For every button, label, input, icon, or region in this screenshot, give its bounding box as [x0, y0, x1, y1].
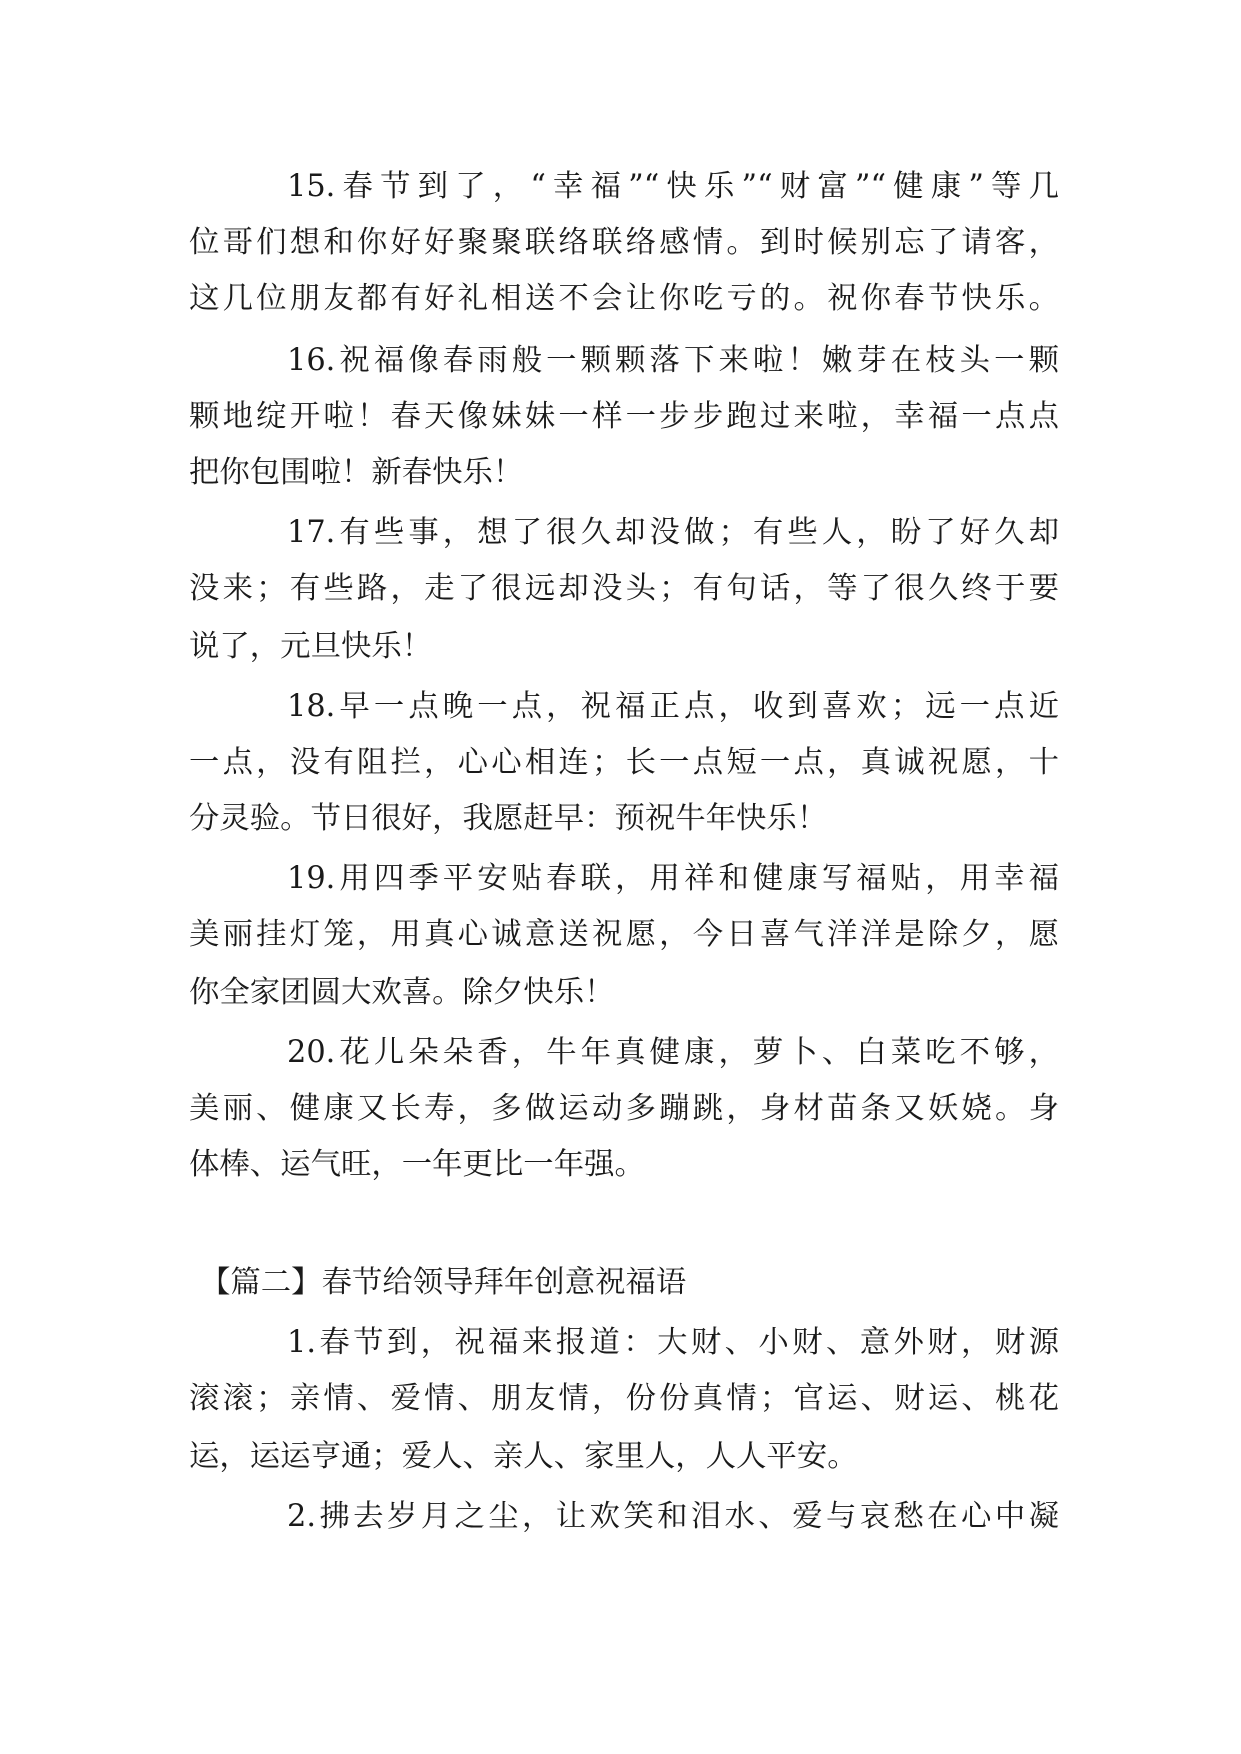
paragraph-20-line-2: 美丽、健康又长寿，多做运动多蹦跳，身材苗条又妖娆。身 [189, 1091, 1059, 1126]
paragraph-19-line-2: 美丽挂灯笼，用真心诚意送祝愿，今日喜气洋洋是除夕，愿 [189, 917, 1059, 952]
section-paragraph-2-line-1: 2.拂去岁月之尘，让欢笑和泪水、爱与哀愁在心中凝 [287, 1499, 1059, 1534]
paragraph-18-line-3: 分灵验。节日很好，我愿赶早：预祝牛年快乐！ [189, 801, 828, 836]
section-paragraph-1-line-3: 运，运运亨通；爱人、亲人、家里人，人人平安。 [189, 1439, 858, 1474]
section-heading: 【篇二】春节给领导拜年创意祝福语 [200, 1265, 687, 1300]
paragraph-19-line-1: 19.用四季平安贴春联，用祥和健康写福贴，用幸福 [287, 861, 1059, 896]
section-paragraph-1-line-2: 滚滚；亲情、爱情、朋友情，份份真情；官运、财运、桃花 [189, 1381, 1059, 1416]
paragraph-19-line-3: 你全家团圆大欢喜。除夕快乐！ [189, 975, 615, 1010]
paragraph-20-line-3: 体棒、运气旺，一年更比一年强。 [189, 1147, 645, 1182]
section-paragraph-1-line-1: 1.春节到，祝福来报道：大财、小财、意外财，财源 [287, 1325, 1059, 1360]
paragraph-16-line-3: 把你包围啦！新春快乐！ [189, 455, 524, 490]
paragraph-15-line-3: 这几位朋友都有好礼相送不会让你吃亏的。祝你春节快乐。 [189, 281, 1059, 316]
paragraph-16-line-2: 颗地绽开啦！春天像妹妹一样一步步跑过来啦，幸福一点点 [189, 399, 1059, 434]
paragraph-17-line-1: 17.有些事，想了很久却没做；有些人，盼了好久却 [287, 515, 1059, 550]
paragraph-18-line-1: 18.早一点晚一点，祝福正点，收到喜欢；远一点近 [287, 689, 1059, 724]
paragraph-15-line-2: 位哥们想和你好好聚聚联络联络感情。到时候别忘了请客， [189, 225, 1059, 260]
paragraph-18-line-2: 一点，没有阻拦，心心相连；长一点短一点，真诚祝愿，十 [189, 745, 1059, 780]
paragraph-20-line-1: 20.花儿朵朵香，牛年真健康，萝卜、白菜吃不够， [287, 1035, 1059, 1070]
paragraph-17-line-2: 没来；有些路，走了很远却没头；有句话，等了很久终于要 [189, 571, 1059, 606]
paragraph-17-line-3: 说了，元旦快乐！ [189, 629, 433, 664]
paragraph-16-line-1: 16.祝福像春雨般一颗颗落下来啦！嫩芽在枝头一颗 [287, 343, 1059, 378]
paragraph-15-line-1: 15.春节到了，“幸福”“快乐”“财富”“健康”等几 [287, 169, 1059, 204]
